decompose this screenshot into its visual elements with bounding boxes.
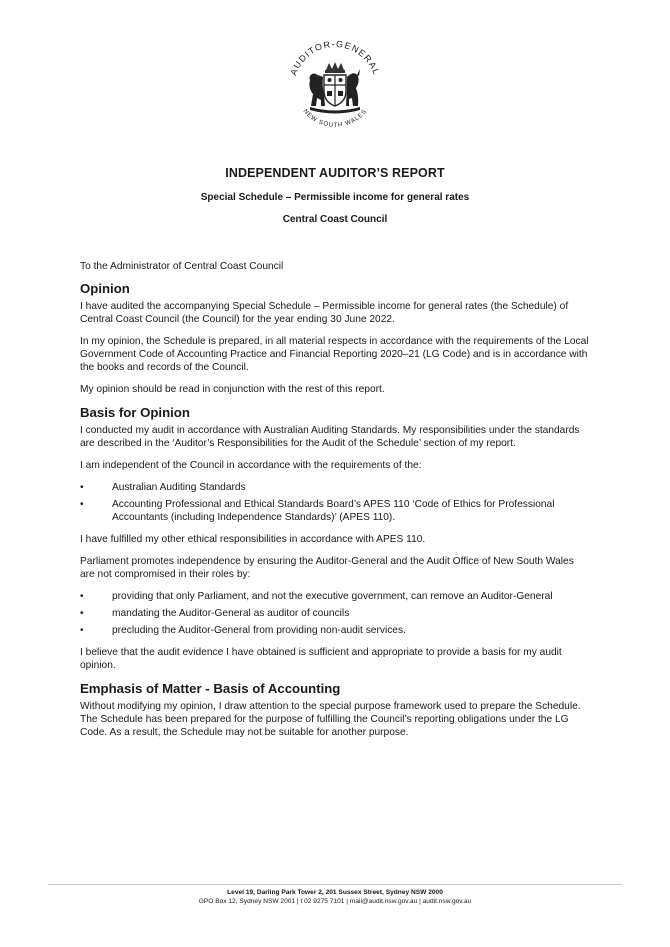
bullet-icon: • — [80, 482, 84, 493]
bullet-icon: • — [80, 608, 84, 619]
footer-address: Level 19, Darling Park Tower 2, 201 Sussex Street, Sydney NSW 2000 — [227, 889, 443, 896]
basis-paragraph: I conducted my audit in accordance with Australian Auditing Standards. My responsibilities under the standards are described in the ‘Auditor’s Responsibilities for the Audit of the Schedule’ section of my report. — [80, 425, 580, 449]
addressee: To the Administrator of Central Coast Council — [80, 261, 284, 272]
independence-roles-list — [80, 590, 590, 637]
opinion-heading: Opinion — [80, 281, 130, 296]
list-item: • mandating the Auditor-General as auditor of councils — [80, 608, 350, 619]
council-name: Central Coast Council — [282, 214, 388, 225]
opinion-paragraph: I have audited the accompanying Special Schedule – Permissible income for general rates (the Schedule) of Central Coast Council (the Council) for the year ending 30 June 2022. — [80, 301, 569, 325]
report-subtitle: Special Schedule – Permissible income for general rates — [200, 192, 470, 203]
list-item: • Australian Auditing Standards — [80, 482, 246, 493]
basis-paragraph: I have fulfilled my other ethical responsibilities in accordance with APES 110. — [80, 534, 426, 545]
svg-text:NEW SOUTH WALES: NEW SOUTH WALES — [301, 107, 369, 129]
footer-divider — [48, 884, 622, 885]
basis-paragraph: I am independent of the Council in accordance with the requirements of the: — [80, 460, 422, 471]
emphasis-paragraph: Without modifying my opinion, I draw attention to the special purpose framework used to prepare the Schedule. The Schedule has been prepared for the purpose of fulfilling the Council’s reporting obligations under the LG Code. As a result, the Schedule may not be suitable for another purpose. — [80, 701, 581, 738]
basis-paragraph: Parliament promotes independence by ensuring the Auditor-General and the Audit Office of New South Wales are not compromised in their roles by: — [80, 556, 574, 580]
bullet-icon: • — [80, 591, 84, 602]
emphasis-heading: Emphasis of Matter - Basis of Accounting — [80, 681, 341, 696]
independence-requirements-list — [80, 481, 590, 524]
auditor-general-crest-logo — [280, 36, 390, 142]
basis-paragraph: I believe that the audit evidence I have obtained is sufficient and appropriate to provide a basis for my audit opinion. — [80, 647, 562, 671]
list-item: • precluding the Auditor-General from providing non-audit services. — [80, 625, 406, 636]
report-body — [80, 260, 590, 748]
report-title: INDEPENDENT AUDITOR’S REPORT — [225, 166, 445, 180]
list-item: • providing that only Parliament, and not the executive government, can remove an Auditor-General — [80, 591, 553, 602]
bullet-icon: • — [80, 625, 84, 636]
list-item: • Accounting Professional and Ethical Standards Board’s APES 110 ‘Code of Ethics for Professional Accountants (including Independence Standards)’ (APES 110). — [80, 499, 555, 523]
footer-contact: GPO Box 12, Sydney NSW 2001 | t 02 9275 7101 | mail@audit.nsw.gov.au | audit.nsw.gov.au — [198, 898, 472, 905]
opinion-paragraph: My opinion should be read in conjunction with the rest of this report. — [80, 384, 385, 395]
basis-heading: Basis for Opinion — [80, 405, 190, 420]
opinion-paragraph: In my opinion, the Schedule is prepared, in all material respects in accordance with the requirements of the Local Government Code of Accounting Practice and Financial Reporting 2020–21 (LG Code) and is in accordance with the books and records of the Council. — [80, 336, 589, 373]
svg-text:AUDITOR-GENERAL: AUDITOR-GENERAL — [288, 38, 382, 77]
bullet-icon: • — [80, 499, 84, 510]
